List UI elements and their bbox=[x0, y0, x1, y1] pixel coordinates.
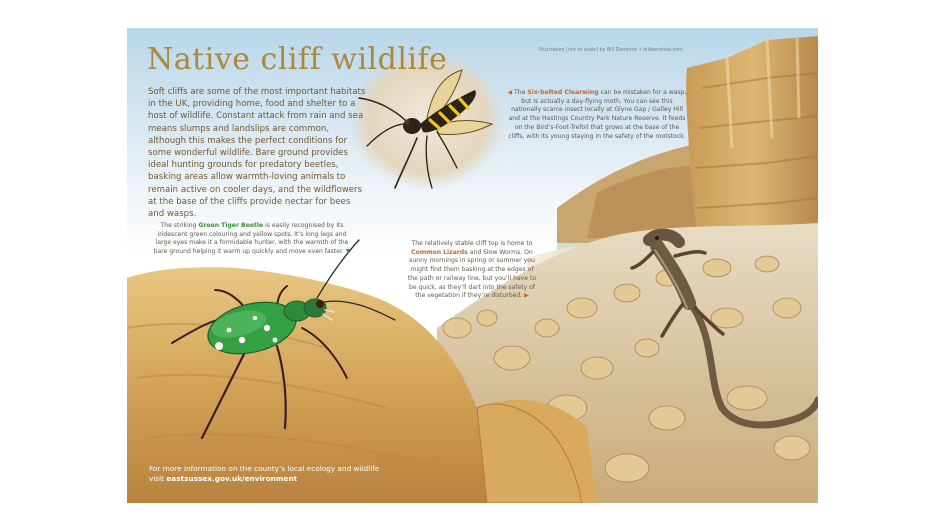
intro-paragraph: Soft cliffs are some of the most important habitats in the UK, providing home, food and shelter to a host of wildlife. Constant attack from rain and sea means slumps and landslips are common, although this makes the perfect conditions for some wonderful wildlife. Bare ground provides ideal hunting grounds for predatory beetles, basking areas allow warmth-loving animals to remain active on cooler days, and the wildflowers at the base of the cliffs provide nectar for bees and wasps. bbox=[148, 87, 366, 220]
clearwing-caption-body: can be mistaken for a wasp, but is actually a day-flying moth. You can see this nationally scarce insect locally at Glyne Gap / Galley Hill and at the Hastings Country Park Nature Reserve. It feeds on the Bird’s-Foot-Trefoil that grows at the base of the cliffs, with its young staying in the safety of the rootstock. bbox=[508, 89, 687, 140]
lizard-caption-lead: The relatively stable cliff top is home to bbox=[411, 240, 533, 247]
tiger-beetle-caption-lead: The striking bbox=[160, 222, 199, 229]
right-arrow-icon: ▶ bbox=[524, 292, 529, 300]
poster-panel bbox=[127, 28, 818, 503]
clearwing-caption-lead: The bbox=[512, 89, 528, 96]
lizard-caption-body: and Slow Worms. On sunny mornings in spring or summer you might find them basking at the edges of the path or railway line, but you’ll have to be quick, as they’ll dart into the safety of the vegetation if they’re disturbed. bbox=[407, 248, 537, 300]
down-arrow-icon: ▼ bbox=[345, 248, 351, 256]
left-arrow-icon: ◀ bbox=[507, 89, 513, 96]
page-title: Native cliff wildlife bbox=[147, 42, 448, 77]
tiger-beetle-caption bbox=[151, 222, 353, 257]
footer-website-link[interactable]: eastsussex.gov.uk/environment bbox=[166, 474, 298, 484]
tiger-beetle-caption-body: is easily recognised by its iridescent green colouring and yellow spots. It’s long legs and large eyes make it a formidable hunter, with the warmth of the bare ground helping it warm up quickly and move even faster. bbox=[153, 222, 349, 256]
lizard-species-name: Common Lizards bbox=[411, 248, 468, 256]
lizard-caption bbox=[407, 240, 537, 301]
footer-text: For more information on the county’s local ecology and wildlife visit bbox=[149, 464, 380, 484]
illustration-credit: Illustration [not to scale] by Bill Donohoe • billdonohoe.com bbox=[539, 48, 683, 53]
clearwing-caption bbox=[507, 89, 687, 141]
tiger-beetle-species-name: Green Tiger Beetle bbox=[198, 222, 264, 229]
clearwing-species-name: Six-belted Clearwing bbox=[527, 89, 599, 96]
footer-info bbox=[149, 464, 389, 484]
